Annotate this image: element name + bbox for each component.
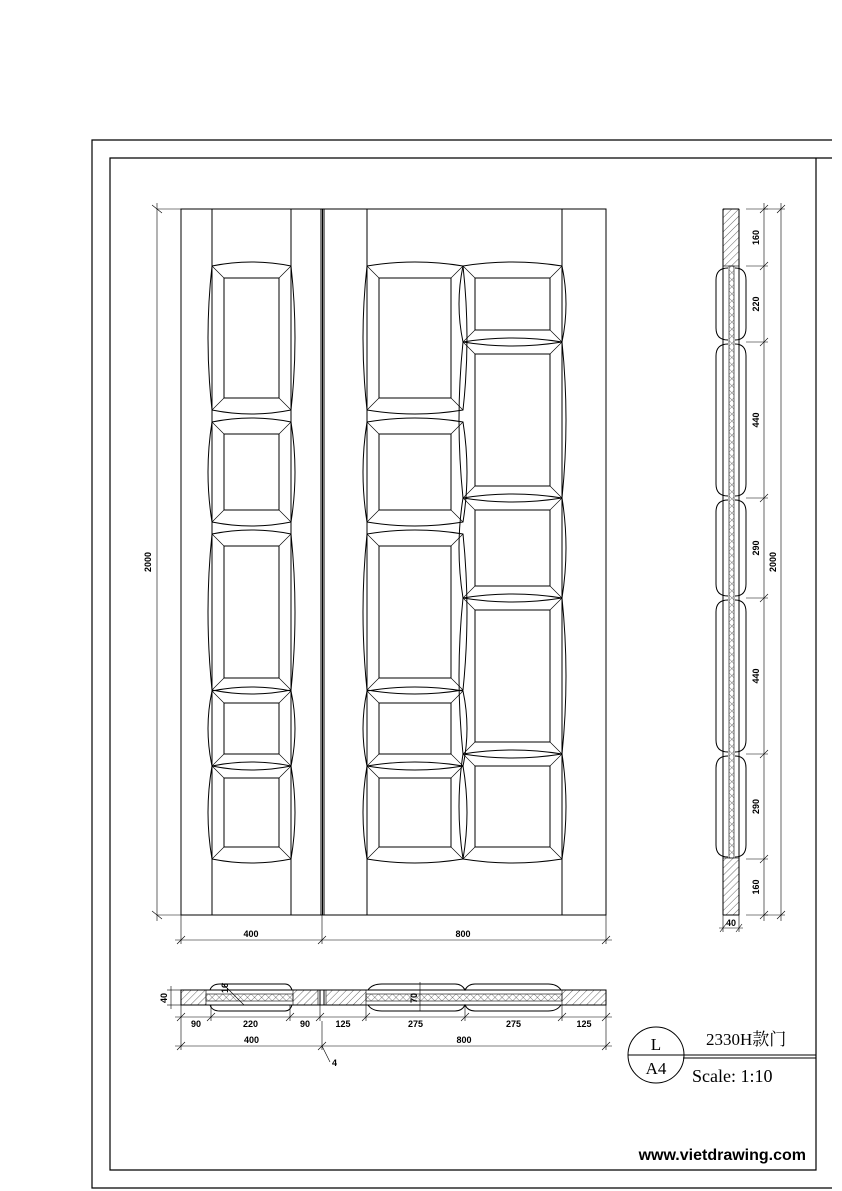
side-segment-label: 290 xyxy=(751,798,761,815)
raised-panel xyxy=(459,338,566,502)
side-segment-label: 160 xyxy=(751,229,761,246)
side-dimensions xyxy=(746,203,785,921)
watermark: www.vietdrawing.com xyxy=(638,1147,806,1164)
raised-panel xyxy=(363,687,467,770)
gap-label: 4 xyxy=(332,1058,338,1068)
plan-thickness-label: 40 xyxy=(159,992,169,1004)
raised-panel xyxy=(208,530,295,694)
side-segment-label: 290 xyxy=(751,540,761,556)
side-segment-label: 160 xyxy=(751,879,761,895)
side-thickness-label: 40 xyxy=(725,918,737,928)
panel-thickness-right-label: 70 xyxy=(409,992,419,1004)
raised-panel xyxy=(363,418,467,526)
sheet-code: L xyxy=(650,1035,662,1054)
plan-section xyxy=(159,982,612,1068)
front-elevation xyxy=(181,209,606,915)
plan-segment-label: 275 xyxy=(407,1019,424,1029)
panel-thickness-label: 16 xyxy=(220,982,230,994)
drawing-title: 2330H款门 xyxy=(706,1030,787,1049)
side-section xyxy=(716,203,785,932)
raised-panel xyxy=(208,762,295,863)
side-total-label: 2000 xyxy=(768,551,778,573)
title-block xyxy=(628,1027,816,1086)
raised-panel xyxy=(363,530,467,694)
plan-total-label: 400 xyxy=(243,1035,260,1045)
side-segment-label: 440 xyxy=(751,412,761,428)
sheet-size: A4 xyxy=(645,1059,667,1078)
door-outline xyxy=(181,209,606,915)
door-panels xyxy=(208,262,566,863)
raised-panel xyxy=(208,262,295,414)
raised-panel xyxy=(363,262,467,414)
drawing-scale: Scale: 1:10 xyxy=(692,1066,773,1086)
plan-dimensions xyxy=(175,1005,612,1050)
raised-panel xyxy=(459,750,566,863)
plan-segment-label: 125 xyxy=(335,1019,351,1029)
side-segment-label: 440 xyxy=(751,668,761,684)
plan-segment-label: 90 xyxy=(190,1019,202,1029)
plan-segment-label: 90 xyxy=(299,1019,311,1029)
plan-segment-label: 275 xyxy=(505,1019,522,1029)
raised-panel xyxy=(459,262,566,346)
plan-segment-label: 220 xyxy=(242,1019,259,1029)
raised-panel xyxy=(208,418,295,526)
raised-panel xyxy=(459,494,566,602)
width-dimension xyxy=(175,915,612,944)
raised-panel xyxy=(208,687,295,770)
height-dimension xyxy=(143,203,181,921)
raised-panel xyxy=(459,594,566,758)
height-label: 2000 xyxy=(143,551,153,573)
width-left-label: 400 xyxy=(243,929,259,939)
width-right-label: 800 xyxy=(455,929,471,939)
side-segment-label: 220 xyxy=(751,296,761,312)
raised-panel xyxy=(363,762,467,863)
plan-total-label: 800 xyxy=(456,1035,472,1045)
plan-segment-label: 125 xyxy=(576,1019,592,1029)
